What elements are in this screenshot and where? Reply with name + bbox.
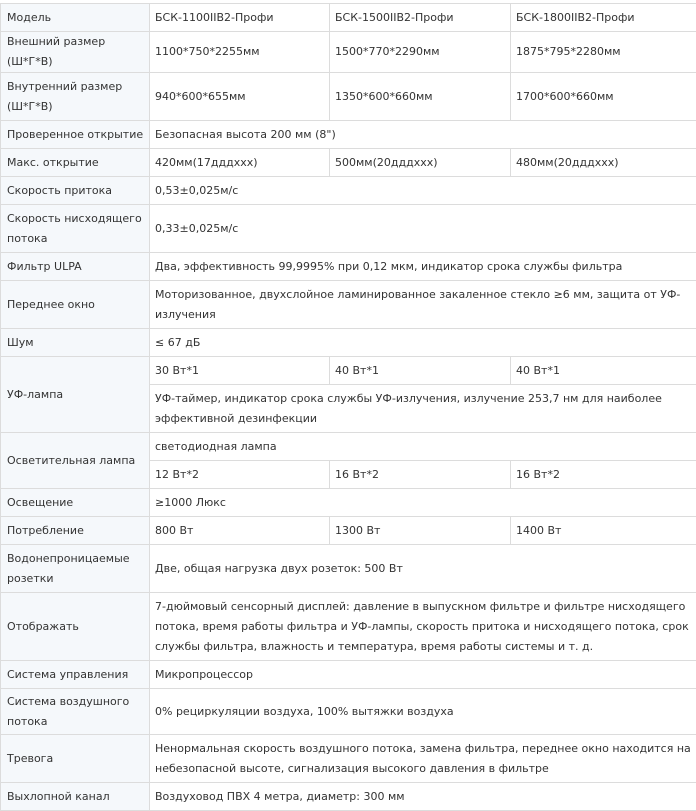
cell-value: 1875*795*2280мм bbox=[511, 32, 696, 73]
row-consumption bbox=[1, 517, 696, 545]
cell-value: Безопасная высота 200 мм (8") bbox=[150, 121, 696, 149]
row-control-system bbox=[1, 661, 696, 689]
row-ulpa-filter bbox=[1, 253, 696, 281]
row-external-size bbox=[1, 32, 696, 73]
cell-value: 500мм(20дддххх) bbox=[330, 149, 511, 177]
cell-value: Ненормальная скорость воздушного потока, замена фильтра, переднее окно находится на небезопасной высоте, сигнализация высокого давления в фильтре bbox=[150, 735, 696, 783]
row-internal-size bbox=[1, 73, 696, 121]
row-label: Осветительная лампа bbox=[1, 433, 150, 489]
cell-value: Микропроцессор bbox=[150, 661, 696, 689]
row-label: Тревога bbox=[1, 735, 150, 783]
model-1100: БСК-1100IIВ2-Профи bbox=[150, 4, 330, 32]
cell-value: 480мм(20дддххх) bbox=[511, 149, 696, 177]
row-uv-lamp bbox=[1, 357, 696, 385]
row-lighting-lamp bbox=[1, 433, 696, 461]
row-label: Внутренний размер (Ш*Г*В) bbox=[1, 73, 150, 121]
row-label: Макс. открытие bbox=[1, 149, 150, 177]
row-display bbox=[1, 593, 696, 661]
row-label: Переднее окно bbox=[1, 281, 150, 329]
row-label: Проверенное открытие bbox=[1, 121, 150, 149]
cell-value: ≤ 67 дБ bbox=[150, 329, 696, 357]
row-label: Фильтр ULPA bbox=[1, 253, 150, 281]
row-label: Освещение bbox=[1, 489, 150, 517]
row-label: Система управления bbox=[1, 661, 150, 689]
row-label: Отображать bbox=[1, 593, 150, 661]
row-label: Выхлопной канал bbox=[1, 783, 150, 811]
cell-value: 7-дюймовый сенсорный дисплей: давление в выпускном фильтре и фильтре нисходящего потока, время работы фильтра и УФ-лампы, скорость притока и нисходящего потока, срок службы фильтра, влажность и температура, время работы системы и т. д. bbox=[150, 593, 696, 661]
row-illumination bbox=[1, 489, 696, 517]
row-model bbox=[1, 4, 696, 32]
cell-value: УФ-таймер, индикатор срока службы УФ-излучения, излучение 253,7 нм для наиболее эффективной дезинфекции bbox=[150, 385, 696, 433]
cell-value: 420мм(17дддххх) bbox=[150, 149, 330, 177]
cell-value: 30 Вт*1 bbox=[150, 357, 330, 385]
cell-value: 0,33±0,025м/с bbox=[150, 205, 696, 253]
row-label: Шум bbox=[1, 329, 150, 357]
cell-value: 16 Вт*2 bbox=[330, 461, 511, 489]
cell-value: 800 Вт bbox=[150, 517, 330, 545]
specifications-table bbox=[0, 3, 696, 811]
cell-value: Два, эффективность 99,9995% при 0,12 мкм, индикатор срока службы фильтра bbox=[150, 253, 696, 281]
row-label: Внешний размер (Ш*Г*В) bbox=[1, 32, 150, 73]
row-sockets bbox=[1, 545, 696, 593]
row-exhaust bbox=[1, 783, 696, 811]
cell-value: 16 Вт*2 bbox=[511, 461, 696, 489]
model-1500: БСК-1500IIВ2-Профи bbox=[330, 4, 511, 32]
row-airflow-system bbox=[1, 689, 696, 735]
cell-value: 12 Вт*2 bbox=[150, 461, 330, 489]
cell-value: 1300 Вт bbox=[330, 517, 511, 545]
row-label: Скорость нисходящего потока bbox=[1, 205, 150, 253]
cell-value: 940*600*655мм bbox=[150, 73, 330, 121]
row-max-opening bbox=[1, 149, 696, 177]
cell-value: 0% рециркуляции воздуха, 100% вытяжки воздуха bbox=[150, 689, 696, 735]
row-label: УФ-лампа bbox=[1, 357, 150, 433]
row-downflow-speed bbox=[1, 205, 696, 253]
cell-value: Воздуховод ПВХ 4 метра, диаметр: 300 мм bbox=[150, 783, 696, 811]
cell-value: 0,53±0,025м/с bbox=[150, 177, 696, 205]
cell-value: Моторизованное, двухслойное ламинированное закаленное стекло ≥6 мм, защита от УФ-излучения bbox=[150, 281, 696, 329]
row-front-window bbox=[1, 281, 696, 329]
cell-value: 40 Вт*1 bbox=[330, 357, 511, 385]
row-noise bbox=[1, 329, 696, 357]
cell-value: 1400 Вт bbox=[511, 517, 696, 545]
row-label: Модель bbox=[1, 4, 150, 32]
cell-value: 1500*770*2290мм bbox=[330, 32, 511, 73]
cell-value: ≥1000 Люкс bbox=[150, 489, 696, 517]
model-1800: БСК-1800IIВ2-Профи bbox=[511, 4, 696, 32]
row-label: Водонепроницаемые розетки bbox=[1, 545, 150, 593]
cell-value: 1700*600*660мм bbox=[511, 73, 696, 121]
cell-value: светодиодная лампа bbox=[150, 433, 696, 461]
row-inflow-speed bbox=[1, 177, 696, 205]
row-alarm bbox=[1, 735, 696, 783]
row-label: Система воздушного потока bbox=[1, 689, 150, 735]
cell-value: 1100*750*2255мм bbox=[150, 32, 330, 73]
row-label: Потребление bbox=[1, 517, 150, 545]
cell-value: Две, общая нагрузка двух розеток: 500 Вт bbox=[150, 545, 696, 593]
row-tested-opening bbox=[1, 121, 696, 149]
row-label: Скорость притока bbox=[1, 177, 150, 205]
cell-value: 40 Вт*1 bbox=[511, 357, 696, 385]
cell-value: 1350*600*660мм bbox=[330, 73, 511, 121]
